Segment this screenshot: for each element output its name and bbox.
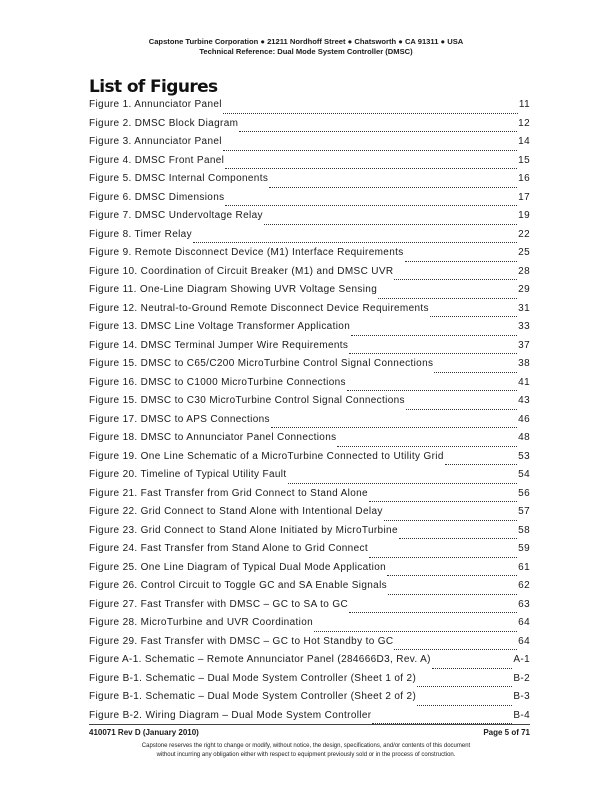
figure-entry-page: 59 (518, 543, 530, 554)
dot-leader (384, 519, 517, 521)
figure-entry-label: Figure 27. Fast Transfer with DMSC – GC to SA to GC (89, 598, 349, 610)
dot-leader (337, 445, 517, 447)
dot-leader (432, 667, 513, 669)
dot-leader (269, 186, 517, 188)
figure-entry-label: Figure B-1. Schematic – Dual Mode System Controller (Sheet 2 of 2) (89, 691, 417, 702)
figure-entry-page: 29 (518, 284, 530, 295)
figure-entry-page: 22 (518, 228, 530, 240)
footer-disclaimer-line-1: Capstone reserves the right to change or modify, without notice, the design, specifications, and/or contents of this document (141, 743, 471, 749)
figure-entry[interactable] (89, 136, 530, 155)
figure-entry-page: 38 (518, 358, 530, 369)
figure-entry-page: 46 (518, 413, 530, 425)
figure-entry[interactable] (89, 118, 530, 137)
figure-entry-page: B-4 (513, 709, 530, 721)
figure-entry-label: Figure A-1. Schematic – Remote Annunciator Panel (284666D3, Rev. A) (89, 654, 431, 665)
dot-leader (351, 334, 517, 336)
figure-entry-page: 41 (518, 376, 530, 388)
figure-entry[interactable] (89, 451, 530, 470)
figure-entry-page: 61 (518, 561, 530, 573)
dot-leader (193, 241, 517, 243)
figure-entry[interactable] (89, 691, 530, 710)
figure-entry-page: 64 (518, 635, 530, 647)
figure-entry[interactable] (89, 710, 530, 729)
figure-entry-page: A-1 (513, 654, 530, 665)
figure-entry[interactable] (89, 469, 530, 488)
figure-entry-page: 16 (518, 173, 530, 184)
dot-leader (288, 482, 518, 484)
dot-leader (417, 685, 512, 687)
figure-entry[interactable] (89, 525, 530, 544)
figure-entry[interactable] (89, 580, 530, 599)
figure-entry-label: Figure 5. DMSC Internal Components (89, 173, 269, 184)
figure-entry[interactable] (89, 321, 530, 340)
dot-leader (225, 204, 517, 206)
dot-leader (394, 648, 517, 650)
figure-entry-page: 25 (518, 247, 530, 258)
dot-leader (347, 389, 517, 391)
dot-leader (405, 260, 518, 262)
figure-entry-label: Figure 19. One Line Schematic of a MicroTurbine Connected to Utility Grid (89, 450, 444, 462)
figure-entry[interactable] (89, 340, 530, 359)
dot-leader (430, 315, 517, 317)
footer-divider (89, 724, 530, 725)
figure-entry-page: 17 (518, 191, 530, 203)
figure-entry-label: Figure 6. DMSC Dimensions (89, 191, 225, 203)
figure-entry-label: Figure B-2. Wiring Diagram – Dual Mode System Controller (89, 709, 372, 721)
dot-leader (388, 593, 517, 595)
dot-leader (349, 352, 517, 354)
figure-entry-label: Figure 26. Control Circuit to Toggle GC and SA Enable Signals (89, 580, 387, 591)
footer-disclaimer-line-2: without incurring any obligation either with respect to equipment previously sold or in the process of construction. (156, 752, 456, 758)
dot-leader (223, 112, 518, 114)
footer-disclaimer (0, 742, 612, 760)
dot-leader (387, 574, 517, 576)
figure-entry-page: 19 (518, 210, 530, 221)
figure-entry[interactable] (89, 488, 530, 507)
figure-entry-label: Figure 21. Fast Transfer from Grid Connect to Stand Alone (89, 487, 368, 499)
figure-entry[interactable] (89, 506, 530, 525)
dot-leader (223, 149, 517, 151)
dot-leader (239, 130, 517, 132)
figure-entry-page: 56 (518, 487, 530, 499)
figure-entry[interactable] (89, 247, 530, 266)
figure-entry-page: 57 (518, 506, 530, 517)
figure-entry-page: 31 (518, 302, 530, 314)
figure-entry-label: Figure B-1. Schematic – Dual Mode System Controller (Sheet 1 of 2) (89, 672, 417, 684)
figure-entry-page: 64 (518, 617, 530, 628)
figure-entry-label: Figure 23. Grid Connect to Stand Alone Initiated by MicroTurbine (89, 524, 398, 536)
figure-entry-label: Figure 2. DMSC Block Diagram (89, 117, 239, 129)
figure-entry-page: 48 (518, 432, 530, 443)
figure-entry[interactable] (89, 173, 530, 192)
figure-entry-page: 14 (518, 136, 530, 147)
figure-entry-label: Figure 1. Annunciator Panel (89, 99, 222, 110)
figure-entry[interactable] (89, 414, 530, 433)
footer-document-id: 410071 Rev D (January 2010) (89, 728, 199, 737)
figure-entry[interactable] (89, 599, 530, 618)
page-title: List of Figures (89, 77, 218, 97)
figure-entry[interactable] (89, 395, 530, 414)
figure-entry-page: 43 (518, 395, 530, 406)
dot-leader (314, 630, 517, 632)
figure-entry-label: Figure 29. Fast Transfer with DMSC – GC to Hot Standby to GC (89, 635, 394, 647)
dot-leader (399, 537, 517, 539)
figure-entry-page: 28 (518, 265, 530, 277)
figure-entry[interactable] (89, 266, 530, 285)
list-of-figures (89, 99, 530, 728)
header-document-title: Technical Reference: Dual Mode System Controller (DMSC) (199, 47, 413, 56)
dot-leader (394, 278, 517, 280)
figure-entry-label: Figure 4. DMSC Front Panel (89, 154, 225, 166)
figure-entry-page: 37 (518, 339, 530, 351)
dot-leader (349, 611, 517, 613)
figure-entry-page: 54 (518, 469, 530, 480)
figure-entry[interactable] (89, 99, 530, 118)
figure-entry-label: Figure 8. Timer Relay (89, 228, 192, 240)
figure-entry-page: B-3 (513, 691, 530, 702)
figure-entry-label: Figure 7. DMSC Undervoltage Relay (89, 210, 263, 221)
figure-entry-label: Figure 10. Coordination of Circuit Breaker (M1) and DMSC UVR (89, 265, 394, 277)
dot-leader (406, 408, 517, 410)
figure-entry[interactable] (89, 303, 530, 322)
dot-leader (225, 167, 517, 169)
figure-entry[interactable] (89, 229, 530, 248)
figure-entry-page: 63 (518, 598, 530, 610)
figure-entry-page: 62 (518, 580, 530, 591)
figure-entry[interactable] (89, 284, 530, 303)
dot-leader (264, 223, 517, 225)
figure-entry-label: Figure 22. Grid Connect to Stand Alone with Intentional Delay (89, 506, 383, 517)
figure-entry-label: Figure 25. One Line Diagram of Typical Dual Mode Application (89, 561, 387, 573)
dot-leader (417, 704, 512, 706)
figure-entry-label: Figure 24. Fast Transfer from Stand Alone to Grid Connect (89, 543, 368, 554)
figure-entry[interactable] (89, 654, 530, 673)
figure-entry-label: Figure 28. MicroTurbine and UVR Coordination (89, 617, 314, 628)
figure-entry[interactable] (89, 358, 530, 377)
figure-entry-page: 12 (518, 117, 530, 129)
figure-entry-label: Figure 14. DMSC Terminal Jumper Wire Requirements (89, 339, 349, 351)
figure-entry-page: 53 (518, 450, 530, 462)
figure-entry[interactable] (89, 673, 530, 692)
figure-entry-label: Figure 15. DMSC to C30 MicroTurbine Control Signal Connections (89, 395, 405, 406)
figure-entry[interactable] (89, 432, 530, 451)
figure-entry-page: 33 (518, 321, 530, 332)
dot-leader (434, 371, 517, 373)
figure-entry-label: Figure 18. DMSC to Annunciator Panel Connections (89, 432, 337, 443)
figure-entry[interactable] (89, 543, 530, 562)
figure-entry[interactable] (89, 377, 530, 396)
figure-entry-label: Figure 13. DMSC Line Voltage Transformer Application (89, 321, 351, 332)
figure-entry[interactable] (89, 192, 530, 211)
figure-entry[interactable] (89, 210, 530, 229)
header-company-address: Capstone Turbine Corporation ● 21211 Nordhoff Street ● Chatsworth ● CA 91311 ● USA (148, 37, 464, 46)
dot-leader (369, 556, 517, 558)
dot-leader (445, 463, 517, 465)
figure-entry-label: Figure 9. Remote Disconnect Device (M1) Interface Requirements (89, 247, 404, 258)
figure-entry-label: Figure 17. DMSC to APS Connections (89, 413, 270, 425)
figure-entry[interactable] (89, 617, 530, 636)
figure-entry[interactable] (89, 636, 530, 655)
figure-entry-label: Figure 16. DMSC to C1000 MicroTurbine Connections (89, 376, 346, 388)
figure-entry-label: Figure 15. DMSC to C65/C200 MicroTurbine Control Signal Connections (89, 358, 434, 369)
figure-entry-label: Figure 12. Neutral-to-Ground Remote Disconnect Device Requirements (89, 302, 429, 314)
page-header (0, 37, 612, 57)
figure-entry-page: B-2 (513, 672, 530, 684)
figure-entry-label: Figure 20. Timeline of Typical Utility Fault (89, 469, 287, 480)
footer-page-number: Page 5 of 71 (483, 728, 530, 737)
figure-entry-label: Figure 3. Annunciator Panel (89, 136, 222, 147)
figure-entry-page: 11 (518, 99, 530, 110)
dot-leader (271, 426, 517, 428)
figure-entry-label: Figure 11. One-Line Diagram Showing UVR Voltage Sensing (89, 284, 378, 295)
figure-entry-page: 15 (518, 154, 530, 166)
dot-leader (369, 500, 517, 502)
figure-entry-page: 58 (518, 524, 530, 536)
figure-entry[interactable] (89, 562, 530, 581)
dot-leader (378, 297, 517, 299)
figure-entry[interactable] (89, 155, 530, 174)
